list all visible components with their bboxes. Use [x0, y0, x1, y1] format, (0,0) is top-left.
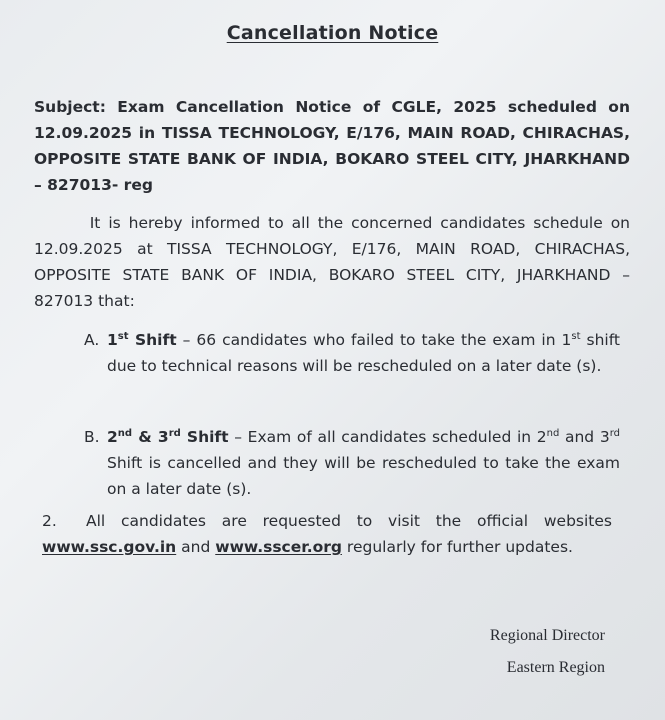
title-text: Cancellation Notice [226, 22, 439, 44]
item-b-heading-num2: 3 [157, 428, 169, 446]
item-b-body [107, 424, 620, 502]
item-a-body [107, 327, 620, 379]
item-a-marker: A. [84, 331, 100, 349]
sscer-website-link[interactable]: www.sscer.org [215, 538, 342, 556]
item-b-heading-sup1: nd [117, 427, 133, 439]
paragraph-2-number: 2. [42, 512, 57, 530]
item-a-text-sup: st [571, 330, 581, 342]
item-b-text-2: and 3 [564, 428, 610, 446]
item-b-text-sup2: rd [609, 427, 620, 439]
item-a-text-1: – 66 candidates who failed to take the exam in 1 [182, 331, 572, 349]
item-a-heading-num: 1 [107, 331, 118, 349]
item-b-heading-amp: & [138, 428, 152, 446]
item-b-heading-sup2: rd [168, 427, 181, 439]
paragraph-2-text-1: All candidates are requested to visit the official websites [86, 512, 612, 530]
item-b-heading-word: Shift [186, 428, 229, 446]
item-a-heading-sup: st [117, 330, 129, 342]
list-item-b [84, 424, 620, 502]
paragraph-2-text-3: regularly for further updates. [346, 538, 573, 556]
item-b-heading-num1: 2 [107, 428, 118, 446]
item-b-marker: B. [84, 428, 100, 446]
ssc-website-link[interactable]: www.ssc.gov.in [42, 538, 177, 556]
paragraph-2 [42, 508, 612, 560]
subject-line: Subject: Exam Cancellation Notice of CGLE, 2025 scheduled on 12.09.2025 in TISSA TECHNOLOGY, E/176, MAIN ROAD, CHIRACHAS, OPPOSITE STATE BANK OF INDIA, BOKARO STEEL CITY, JHARKHAND – 827013- reg [34, 98, 630, 194]
item-a-heading-word: Shift [134, 331, 177, 349]
item-b-text-sup1: nd [546, 427, 560, 439]
intro-paragraph [34, 210, 630, 314]
item-b-text-3: Shift is cancelled and they will be rescheduled to take the exam on a later date (s). [107, 454, 620, 498]
item-b-heading [107, 428, 229, 446]
list-item-a [84, 327, 620, 379]
signature-region: Eastern Region [506, 659, 605, 676]
item-a-text-2: shift due to technical reasons will be rescheduled on a later date (s). [107, 331, 620, 375]
page-title [0, 22, 665, 44]
item-a-heading [107, 331, 177, 349]
signature-block [490, 620, 605, 684]
signature-title: Regional Director [489, 627, 605, 644]
paragraph-2-text-2: and [181, 538, 211, 556]
item-b-text-1: – Exam of all candidates scheduled in 2 [234, 428, 547, 446]
intro-text: It is hereby informed to all the concerned candidates schedule on 12.09.2025 at TISSA TECHNOLOGY, E/176, MAIN ROAD, CHIRACHAS, OPPOSITE STATE BANK OF INDIA, BOKARO STEEL CITY, JHARKHAND – 827013 that: [34, 214, 630, 310]
